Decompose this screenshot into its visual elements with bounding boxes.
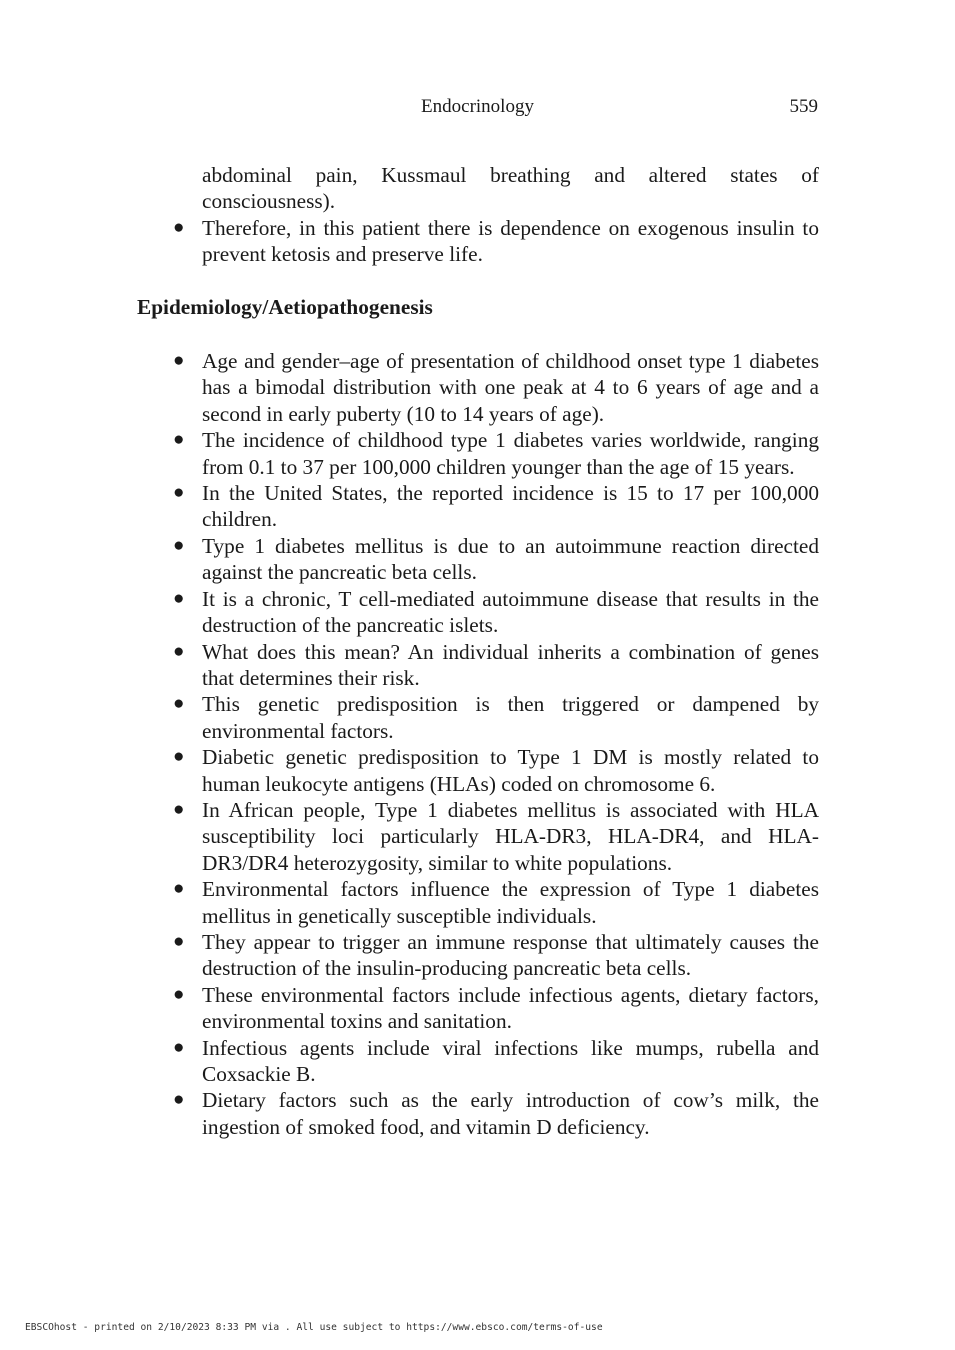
list-item	[137, 480, 819, 533]
continued-bullet-text: abdominal pain, Kussmaul breathing and altered states of consciousness).	[202, 163, 819, 214]
list-item	[137, 639, 819, 692]
list-item-text: Type 1 diabetes mellitus is due to an autoimmune reaction directed against the pancreatic beta cells.	[202, 533, 819, 585]
list-item-text: In the United States, the reported incidence is 15 to 17 per 100,000 children.	[202, 481, 819, 532]
list-item-text: Age and gender–age of presentation of childhood onset type 1 diabetes has a bimodal distribution with one peak at 4 to 6 years of age and a second in early puberty (10 to 14 years of age).	[202, 349, 819, 426]
page-body	[137, 162, 819, 1140]
bullet-icon: ●	[173, 216, 185, 238]
list-item	[137, 1087, 819, 1140]
print-footer: EBSCOhost - printed on 2/10/2023 8:33 PM via . All use subject to https://www.ebsco.com/terms-of-use	[25, 1322, 603, 1333]
bullet-icon: ●	[173, 587, 185, 609]
section-heading: Epidemiology/Aetiopathogenesis	[137, 294, 433, 319]
list-item	[137, 929, 819, 982]
list-item	[137, 586, 819, 639]
list-item-text: In African people, Type 1 diabetes mellitus is associated with HLA susceptibility loci particularly HLA-DR3, HLA-DR4, and HLA-DR3/DR4 heterozygosity, similar to white populations.	[202, 797, 819, 875]
bullet-icon: ●	[173, 798, 185, 820]
list-item	[137, 797, 819, 876]
list-item	[137, 427, 819, 480]
list-item	[137, 982, 819, 1035]
list-item	[137, 215, 819, 268]
list-item-text: What does this mean? An individual inherits a combination of genes that determines their risk.	[202, 639, 819, 690]
bullet-icon: ●	[173, 1036, 185, 1058]
epidemiology-bullet-list	[137, 348, 819, 1140]
list-item-text: Environmental factors influence the expression of Type 1 diabetes mellitus in genetically susceptible individuals.	[202, 877, 819, 928]
list-item-text: These environmental factors include infectious agents, dietary factors, environmental toxins and sanitation.	[202, 982, 819, 1034]
bullet-icon: ●	[173, 640, 185, 662]
bullet-icon: ●	[173, 1089, 185, 1111]
bullet-icon: ●	[173, 429, 185, 451]
list-item	[137, 876, 819, 929]
list-item-text: Diabetic genetic predisposition to Type 1 DM is mostly related to human leukocyte antigens (HLAs) coded on chromosome 6.	[202, 745, 819, 796]
bullet-icon: ●	[173, 482, 185, 504]
list-item-text: Infectious agents include viral infections like mumps, rubella and Coxsackie B.	[202, 1035, 819, 1086]
bullet-icon: ●	[173, 534, 185, 556]
list-item-text: Therefore, in this patient there is dependence on exogenous insulin to prevent ketosis and preserve life.	[202, 215, 819, 267]
running-head	[0, 96, 955, 122]
bullet-icon: ●	[173, 983, 185, 1005]
page-number: 559	[789, 96, 818, 117]
bullet-icon: ●	[173, 746, 185, 768]
list-item	[137, 744, 819, 797]
running-title: Endocrinology	[421, 96, 534, 117]
list-item	[137, 1035, 819, 1088]
bullet-icon: ●	[173, 930, 185, 952]
intro-bullet-list	[137, 215, 819, 268]
list-item-text: They appear to trigger an immune response that ultimately causes the destruction of the insulin-producing pancreatic beta cells.	[202, 929, 819, 981]
bullet-icon: ●	[173, 693, 185, 715]
list-item-text: This genetic predisposition is then triggered or dampened by environmental factors.	[202, 692, 819, 743]
list-item	[137, 691, 819, 744]
bullet-icon: ●	[173, 350, 185, 372]
list-item	[137, 533, 819, 586]
list-item-text: It is a chronic, T cell-mediated autoimmune disease that results in the destruction of the pancreatic islets.	[202, 586, 819, 638]
list-item-text: The incidence of childhood type 1 diabetes varies worldwide, ranging from 0.1 to 37 per 100,000 children younger than the age of 15 years.	[202, 428, 819, 479]
list-item	[137, 348, 819, 427]
bullet-icon: ●	[173, 878, 185, 900]
list-item-text: Dietary factors such as the early introduction of cow’s milk, the ingestion of smoked food, and vitamin D deficiency.	[202, 1088, 819, 1139]
